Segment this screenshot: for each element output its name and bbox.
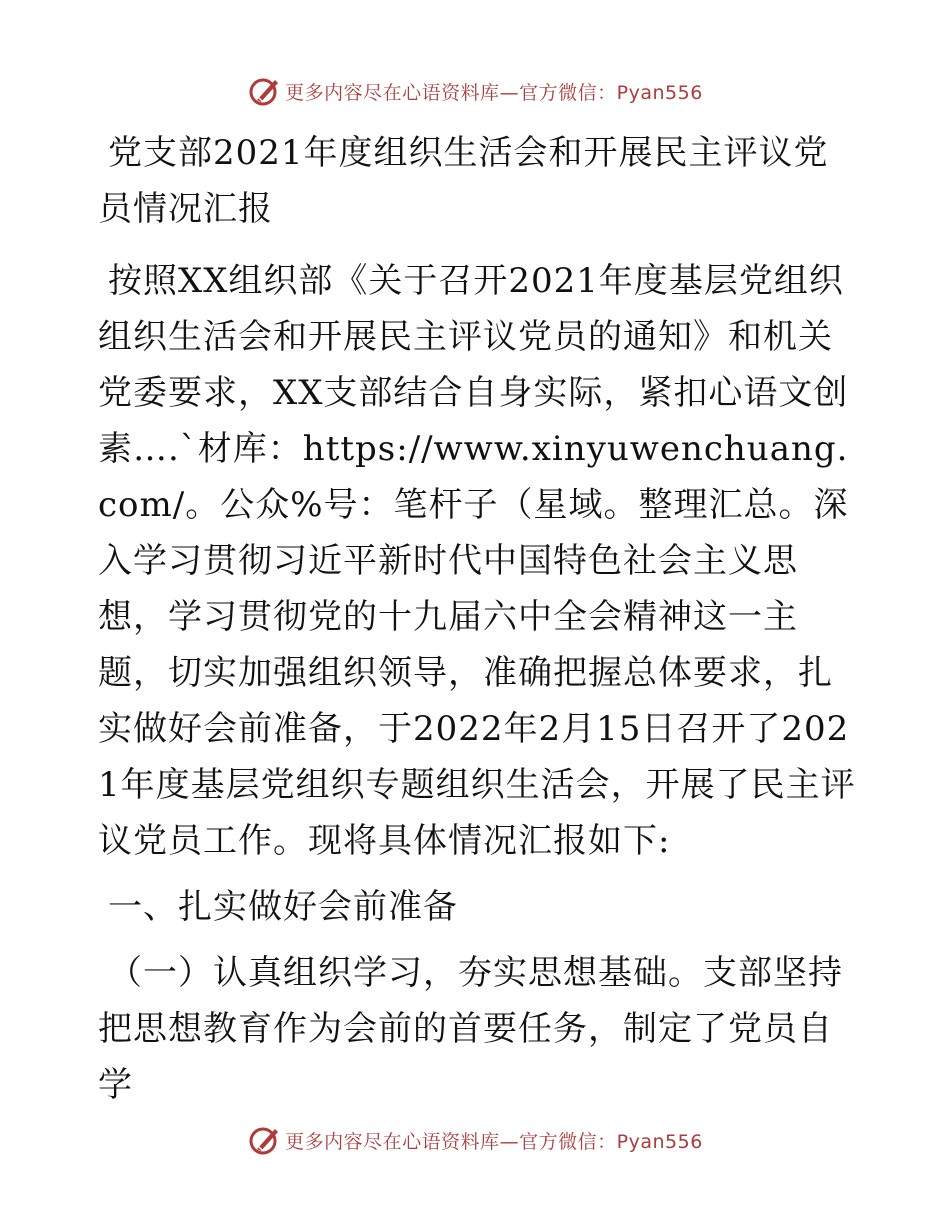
footer-watermark <box>0 1120 950 1160</box>
quill-pen-logo-icon <box>247 1123 281 1157</box>
section-heading-1: 一、扎实做好会前准备 <box>108 887 458 927</box>
header-watermark <box>0 71 950 111</box>
document-title: 党支部2021年度组织生活会和开展民主评议党员情况汇报 <box>98 133 829 229</box>
paragraph-study: （一）认真组织学习，夯实思想基础。支部坚持把思想教育作为会前的首要任务，制定了党员自学 <box>98 953 843 1105</box>
paragraph-intro: 按照XX组织部《关于召开2021年度基层党组织组织生活会和开展民主评议党员的通知》和机关党委要求，XX支部结合自身实际，紧扣心语文创素….`材库：https://www.xinyuwenchuang.com/。公众%号：笔杆子（星域。整理汇总。深入学习贯彻习近平新时代中国特色社会主义思想，学习贯彻党的十九届六中全会精神这一主题，切实加强组织领导，准确把握总体要求，扎实做好会前准备，于2022年2月15日召开了2021年度基层党组织专题组织生活会，开展了民主评议党员工作。现将具体情况汇报如下: <box>98 261 856 861</box>
watermark-text: 更多内容尽在心语资料库—官方微信：Pyan556 <box>285 81 703 104</box>
quill-pen-logo-icon <box>247 74 281 108</box>
document-body <box>98 125 858 1113</box>
watermark-text: 更多内容尽在心语资料库—官方微信：Pyan556 <box>285 1130 703 1153</box>
